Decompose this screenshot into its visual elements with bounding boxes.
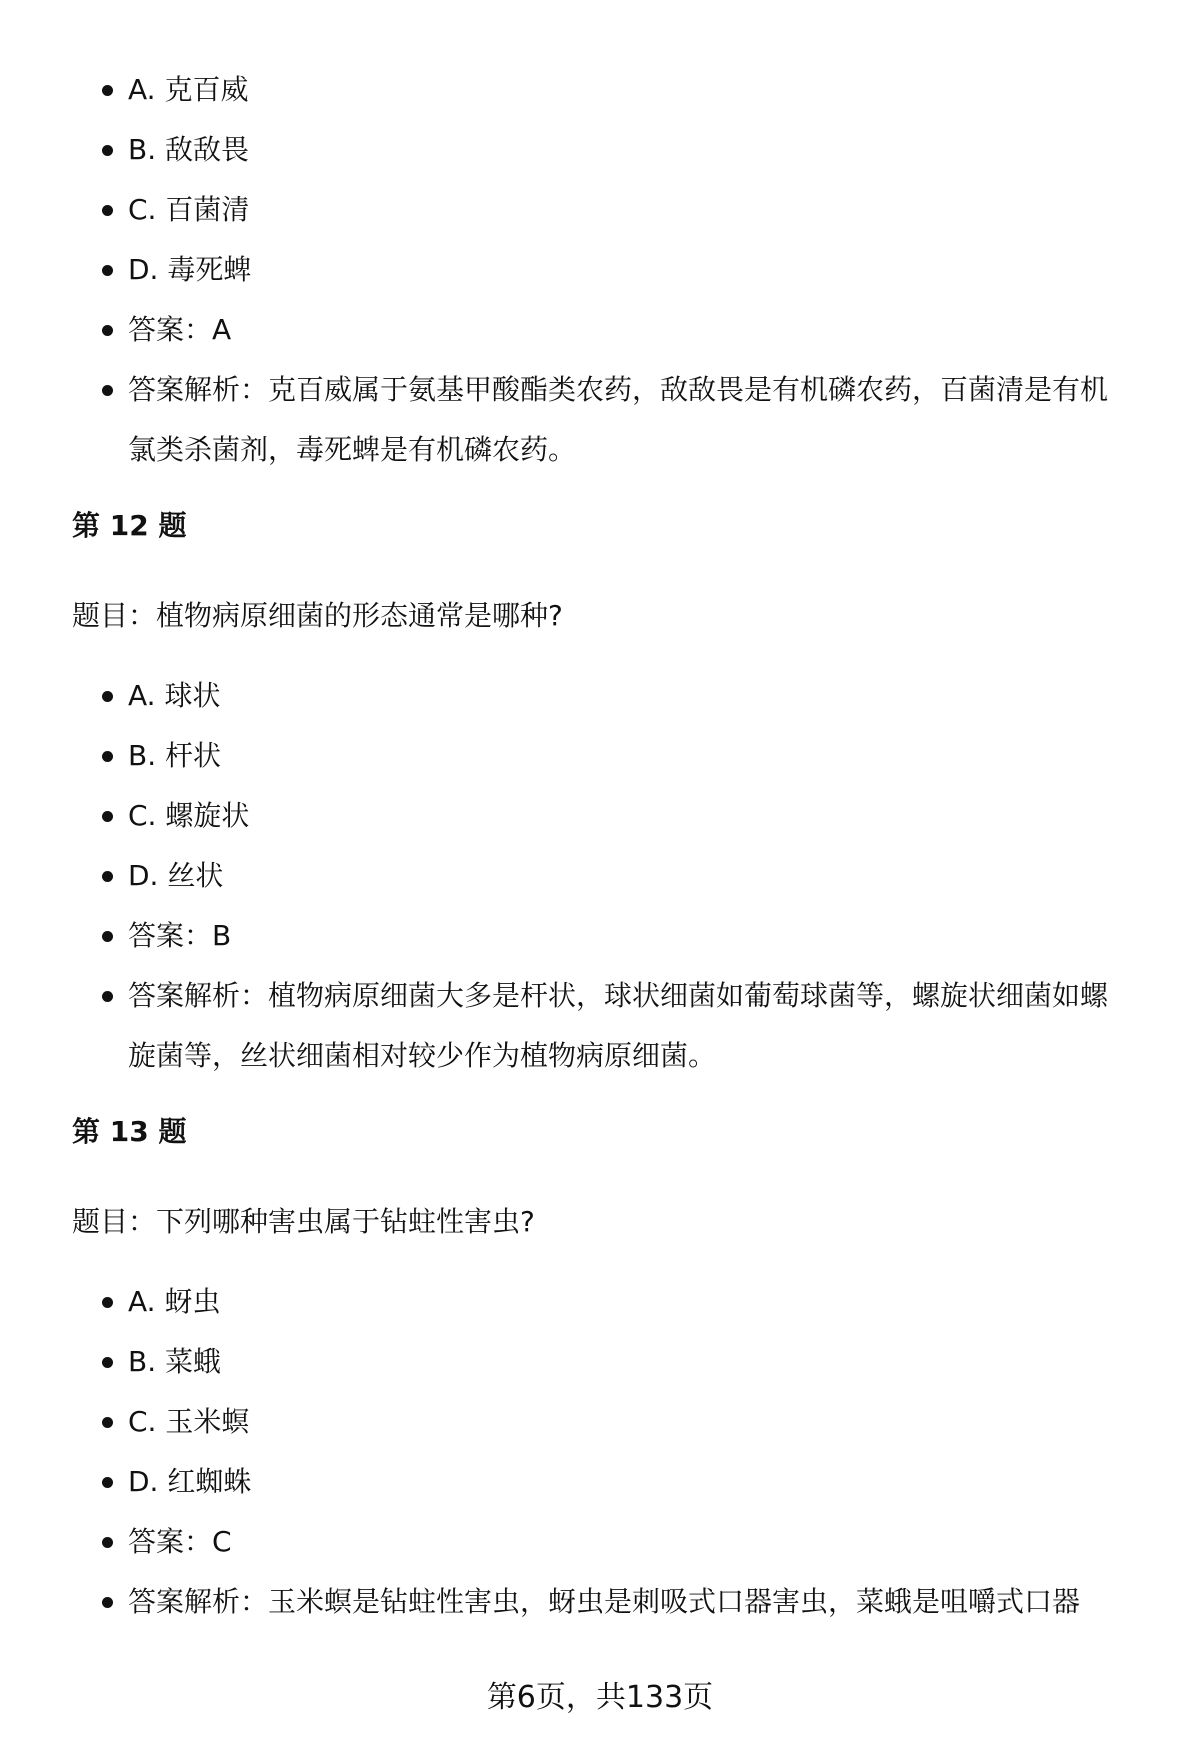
question-13-options (72, 1272, 1142, 1632)
question-13-heading: 第 13 题 (72, 1115, 187, 1148)
question-13-title: 题目：下列哪种害虫属于钻蛀性害虫? (72, 1205, 535, 1238)
question-12-heading: 第 12 题 (72, 509, 187, 542)
page-number-footer: 第6页，共133页 (486, 1680, 714, 1715)
answer-explanation: 答案解析：植物病原细菌大多是杆状，球状细菌如葡萄球菌等，螺旋状细菌如螺旋菌等，丝状细菌相对较少作为植物病原细菌。 (72, 966, 1142, 1086)
option-a: A. 球状 (72, 666, 1142, 726)
question-11-options (72, 60, 1142, 480)
option-b: B. 杆状 (72, 726, 1142, 786)
option-c: C. 百菌清 (72, 180, 1142, 240)
option-c: C. 螺旋状 (72, 786, 1142, 846)
option-d: D. 丝状 (72, 846, 1142, 906)
answer: 答案：C (72, 1512, 1142, 1572)
answer-explanation: 答案解析：克百威属于氨基甲酸酯类农药，敌敌畏是有机磷农药，百菌清是有机氯类杀菌剂，毒死蜱是有机磷农药。 (72, 360, 1142, 480)
option-a: A. 克百威 (72, 60, 1142, 120)
answer: 答案：A (72, 300, 1142, 360)
option-d: D. 红蜘蛛 (72, 1452, 1142, 1512)
page-content (72, 60, 1142, 1632)
question-12-title: 题目：植物病原细菌的形态通常是哪种? (72, 599, 563, 632)
question-12-options (72, 666, 1142, 1086)
option-a: A. 蚜虫 (72, 1272, 1142, 1332)
option-c: C. 玉米螟 (72, 1392, 1142, 1452)
option-d: D. 毒死蜱 (72, 240, 1142, 300)
answer-explanation: 答案解析：玉米螟是钻蛀性害虫，蚜虫是刺吸式口器害虫，菜蛾是咀嚼式口器 (72, 1572, 1142, 1632)
option-b: B. 菜蛾 (72, 1332, 1142, 1392)
option-b: B. 敌敌畏 (72, 120, 1142, 180)
answer: 答案：B (72, 906, 1142, 966)
